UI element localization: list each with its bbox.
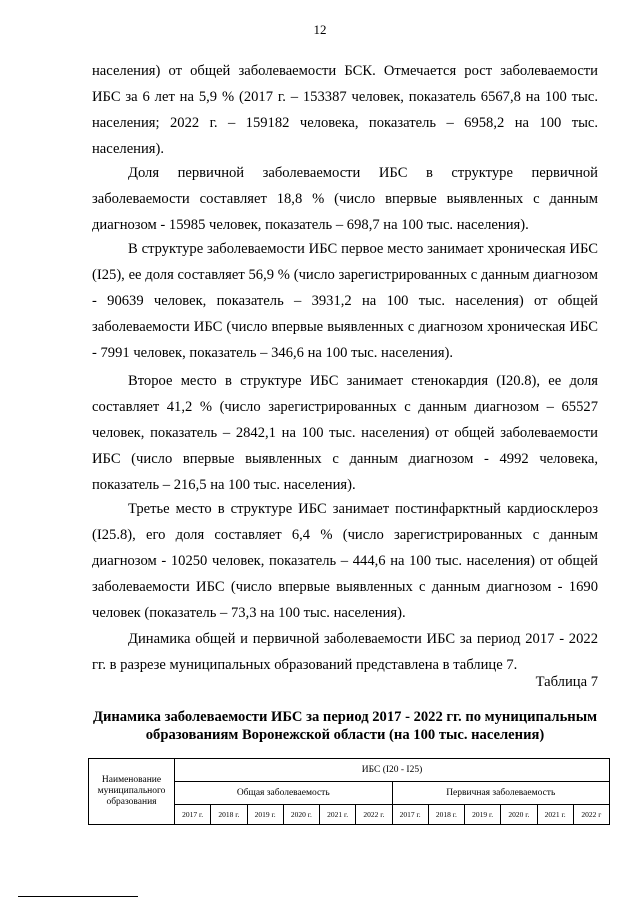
footnote-separator <box>18 896 138 897</box>
year-header: 2018 г. <box>428 805 464 825</box>
table-label: Таблица 7 <box>535 674 598 690</box>
year-header: 2022 г. <box>356 805 392 825</box>
primary-incidence-header: Первичная заболеваемость <box>392 782 610 805</box>
paragraph-1: населения) от общей заболеваемости БСК. Отмечается рост заболеваемости ИБС за 6 лет на 5,9 % (2017 г. – 153387 человек, показатель 6567,8 на 100 тыс. населения; 2022 г. – 159182 человека, показатель – 6958,2 на 100 тыс. населения). <box>92 63 598 157</box>
year-header: 2018 г. <box>211 805 247 825</box>
paragraph-3: В структуре заболеваемости ИБС первое место занимает хроническая ИБС (I25), ее доля составляет 56,9 % (число зарегистрированных с данным диагнозом - 90639 человек, показатель – 3931,2 на 100 тыс. населения) от общей заболеваемости ИБС (число впервые выявленных с диагнозом хроническая ИБС - 7991 человек, показатель – 346,6 на 100 тыс. населения). <box>92 241 598 361</box>
municipality-header: Наименование муниципального образования <box>89 759 175 825</box>
year-header: 2020 г. <box>283 805 319 825</box>
paragraph-5: Третье место в структуре ИБС занимает постинфарктный кардиосклероз (I25.8), его доля составляет 6,4 % (число зарегистрированных с данным диагнозом - 10250 человек, показатель – 444,6 на 100 тыс. населения) от общей заболеваемости ИБС (число впервые выявленных с данным диагнозом - 1690 человек (показатель – 73,3 на 100 тыс. населения). <box>92 501 598 621</box>
year-header: 2019 г. <box>247 805 283 825</box>
paragraph-6: Динамика общей и первичной заболеваемости ИБС за период 2017 - 2022 гг. в разрезе муниципальных образований представлена в таблице 7. <box>92 631 598 673</box>
page-number: 12 <box>313 22 327 37</box>
general-incidence-header: Общая заболеваемость <box>175 782 393 805</box>
year-header: 2022 г <box>573 805 609 825</box>
year-header: 2021 г. <box>320 805 356 825</box>
ibs-group-header: ИБС (I20 - I25) <box>175 759 610 782</box>
table-title: Динамика заболеваемости ИБС за период 2017 - 2022 гг. по муниципальным образованиям Воронежской области (на 100 тыс. населения) <box>92 709 598 743</box>
paragraph-2: Доля первичной заболеваемости ИБС в структуре первичной заболеваемости составляет 18,8 % (число впервые выявленных с данным диагнозом - 15985 человек, показатель – 698,7 на 100 тыс. населения). <box>92 165 598 233</box>
year-header: 2019 г. <box>465 805 501 825</box>
year-header: 2017 г. <box>175 805 211 825</box>
year-header: 2021 г. <box>537 805 573 825</box>
year-header: 2020 г. <box>501 805 537 825</box>
year-header: 2017 г. <box>392 805 428 825</box>
incidence-table <box>88 758 610 825</box>
paragraph-4: Второе место в структуре ИБС занимает стенокардия (I20.8), ее доля составляет 41,2 % (число зарегистрированных с данным диагнозом – 65527 человек, показатель – 2842,1 на 100 тыс. населения) от общей заболеваемости ИБС (число впервые выявленных с данным диагнозом - 4992 человека, показатель – 216,5 на 100 тыс. населения). <box>92 373 598 493</box>
